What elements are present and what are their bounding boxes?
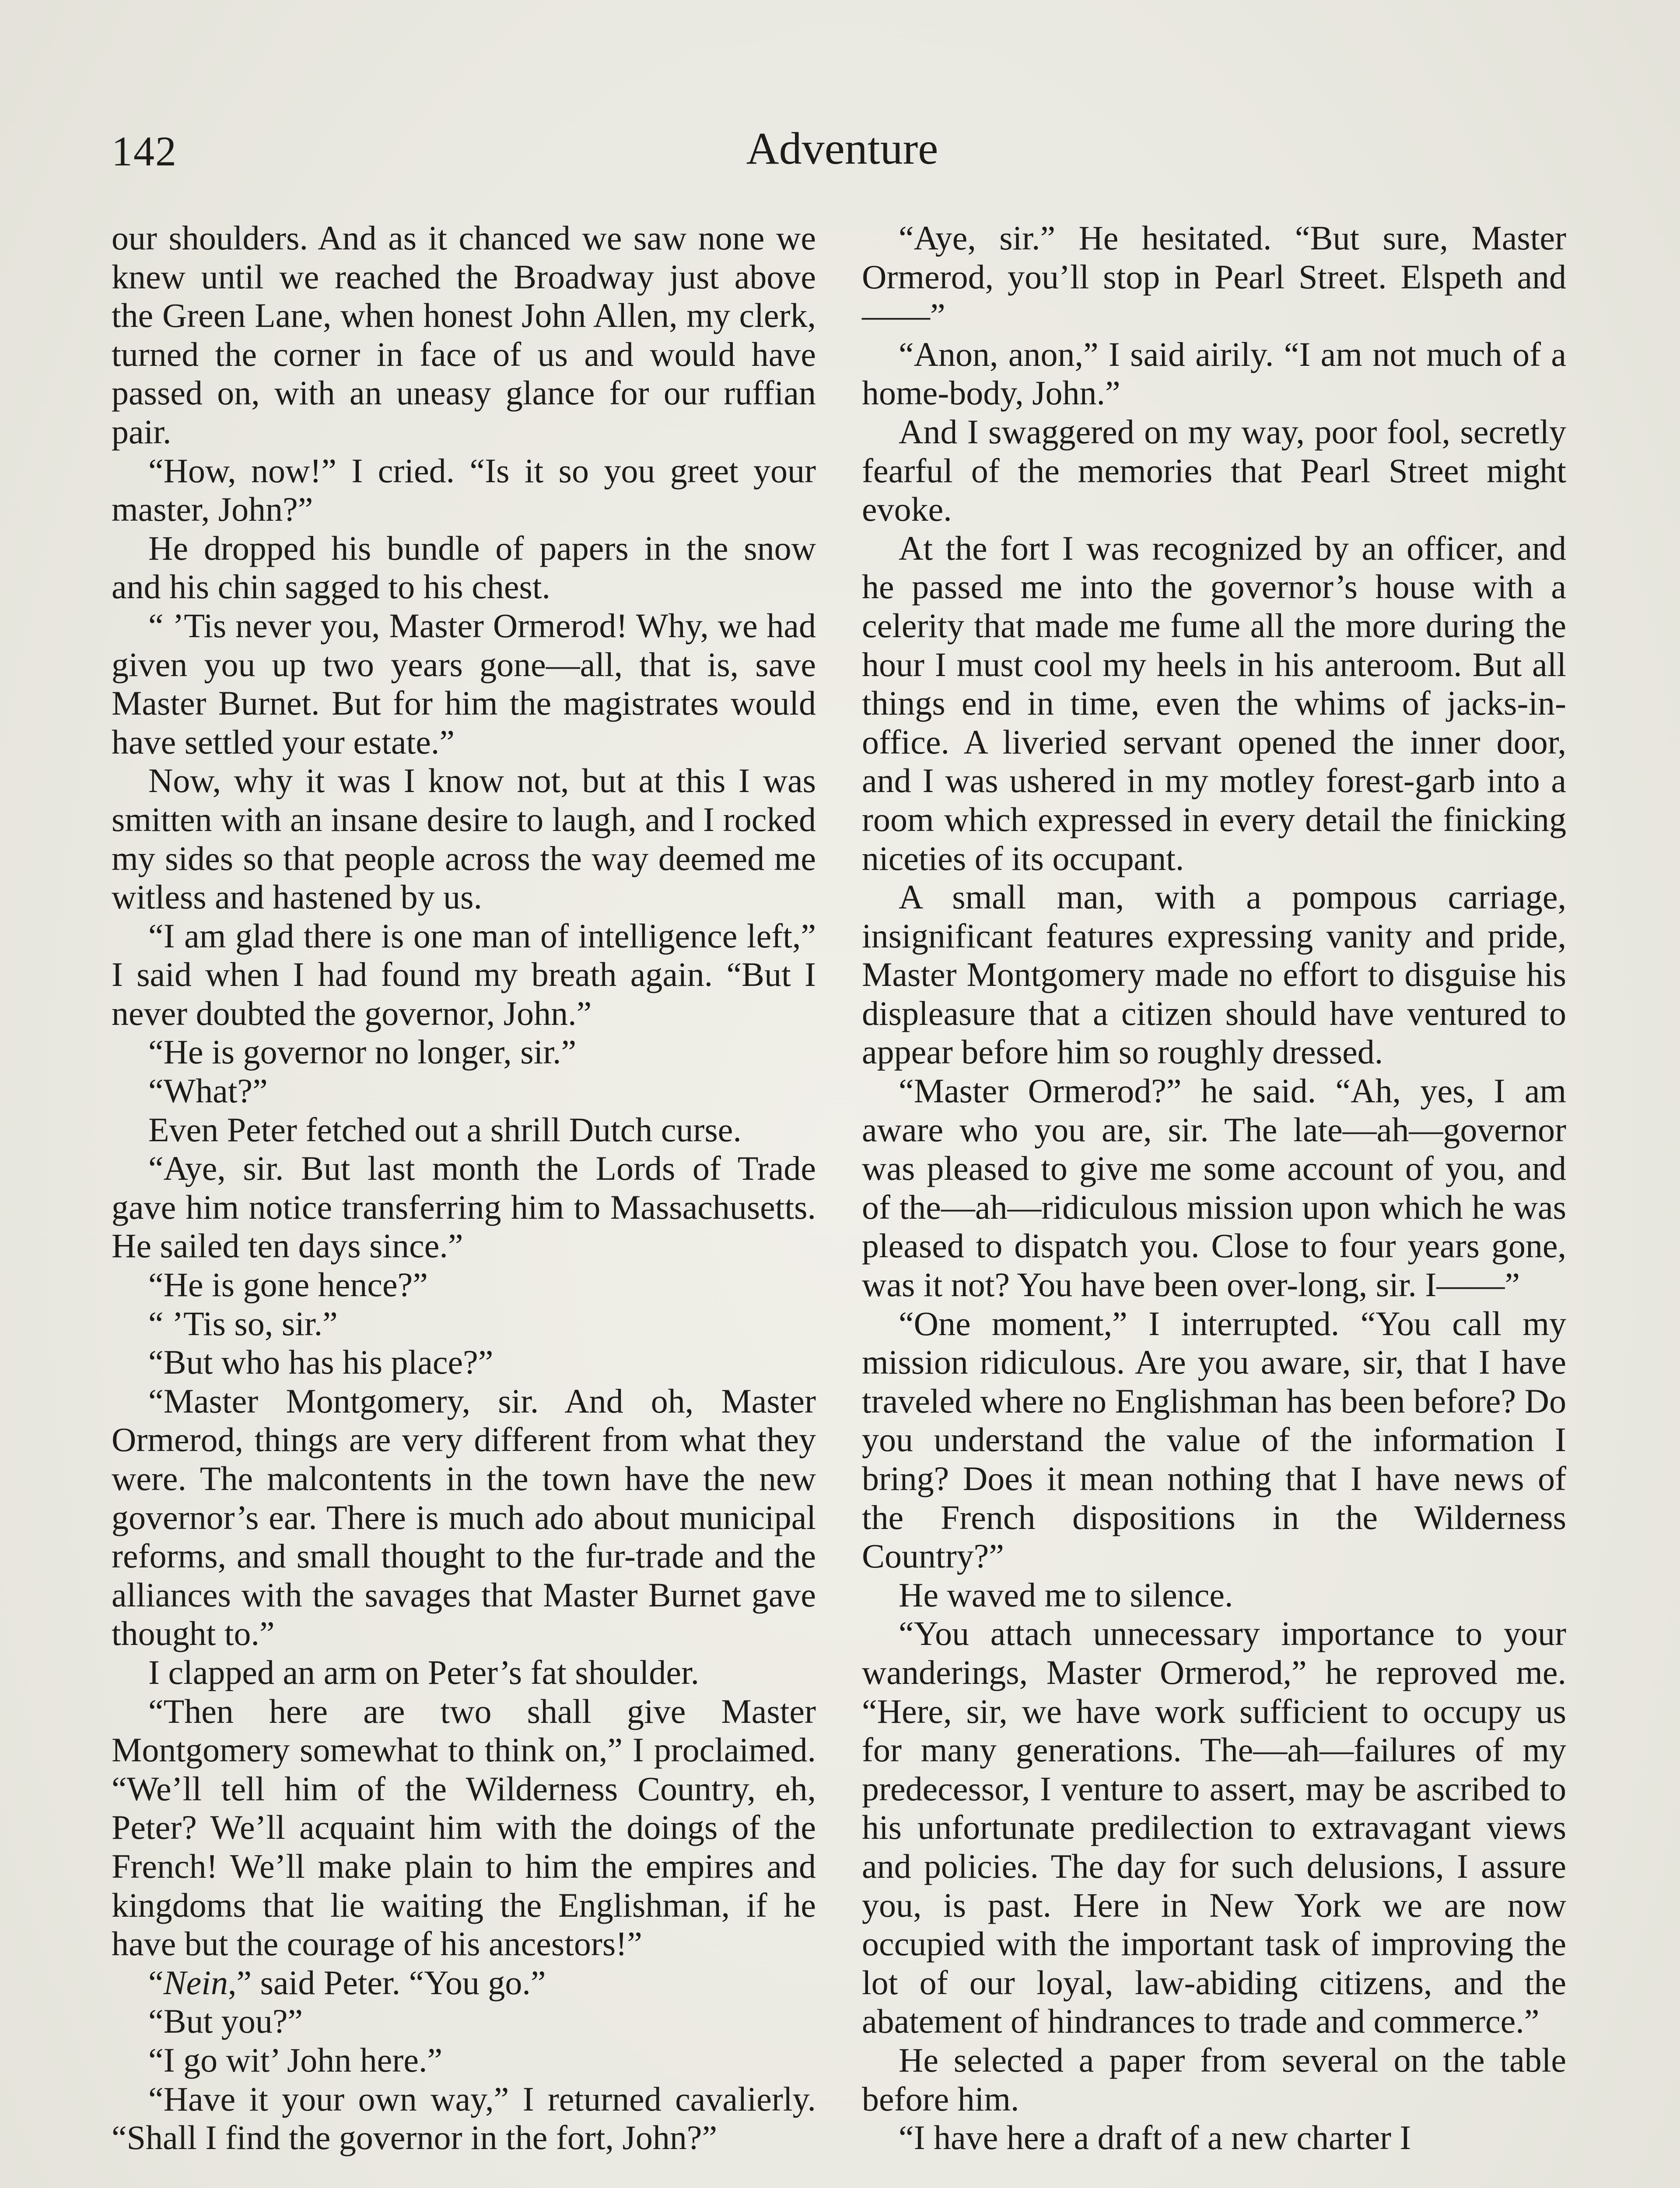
paragraph: He dropped his bundle of papers in the snow and his chin sagged to his chest. xyxy=(112,529,816,606)
page-header xyxy=(112,123,1573,188)
paragraph: “Aye, sir.” He hesitated. “But sure, Master Ormerod, you’ll stop in Pearl Street. Elspeth and——” xyxy=(862,219,1566,335)
paragraph: “Master Montgomery, sir. And oh, Master Ormerod, things are very different from what they were. The malcontents in the town have the new governor’s ear. There is much ado about municipal reforms, and small thought to the fur-trade and the alliances with the savages that Master Burnet gave thought to.” xyxy=(112,1382,816,1653)
page-number: 142 xyxy=(112,128,177,175)
paragraph: Now, why it was I know not, but at this I was smitten with an insane desire to laugh, and I rocked my sides so that people across the way deemed me witless and hastened by us. xyxy=(112,761,816,916)
paragraph: “Nein,” said Peter. “You go.” xyxy=(148,1963,546,2002)
paragraph: our shoulders. And as it chanced we saw none we knew until we reached the Broadway just above the Green Lane, when honest John Allen, my clerk, turned the corner in face of us and would have passed on, with an uneasy glance for our ruffian pair. xyxy=(112,219,816,451)
running-head-title: Adventure xyxy=(746,123,938,174)
paragraph: “But you?” xyxy=(148,2002,303,2041)
paragraph: “Master Ormerod?” he said. “Ah, yes, I am aware who you are, sir. The late—ah—governor was pleased to give me some account of you, and of the—ah—ridiculous mission upon which he was pleased to dispatch you. Close to four years gone, was it not? You have been over-long, sir. I——” xyxy=(862,1072,1566,1304)
left-text-column xyxy=(112,219,816,2157)
paragraph: “What?” xyxy=(148,1072,268,1110)
paragraph: “ ’Tis never you, Master Ormerod! Why, we had given you up two years gone—all, that is, save Master Burnet. But for him the magistrates would have settled your estate.” xyxy=(112,606,816,761)
paragraph: “One moment,” I interrupted. “You call my mission ridiculous. Are you aware, sir, that I have traveled where no Englishman has been before? Do you understand the value of the information I bring? Does it mean nothing that I have news of the French dispositions in the Wilderness Country?” xyxy=(862,1304,1566,1575)
paragraph: “I have here a draft of a new charter I xyxy=(899,2118,1411,2157)
paragraph: “Have it your own way,” I returned cavalierly. “Shall I find the governor in the fort, John?” xyxy=(112,2079,816,2157)
paragraph: “He is governor no longer, sir.” xyxy=(148,1033,577,1071)
paragraph: “I am glad there is one man of intelligence left,” I said when I had found my breath again. “But I never doubted the governor, John.” xyxy=(112,916,816,1032)
paragraph: “How, now!” I cried. “Is it so you greet your master, John?” xyxy=(112,451,816,529)
paragraph: “Aye, sir. But last month the Lords of Trade gave him notice transferring him to Massachusetts. He sailed ten days since.” xyxy=(112,1149,816,1265)
paragraph: I clapped an arm on Peter’s fat shoulder. xyxy=(148,1653,700,1691)
paragraph: He waved me to silence. xyxy=(899,1575,1233,1614)
paragraph: “ ’Tis so, sir.” xyxy=(148,1304,338,1343)
paragraph: “Then here are two shall give Master Montgomery somewhat to think on,” I proclaimed. “We’ll tell him of the Wilderness Country, eh, Peter? We’ll acquaint him with the doings of the French! We’ll make plain to him the empires and kingdoms that lie waiting the Englishman, if he have but the courage of his ancestors!” xyxy=(112,1692,816,1963)
paragraph: “But who has his place?” xyxy=(148,1343,494,1382)
paragraph: At the fort I was recognized by an officer, and he passed me into the governor’s house with a celerity that made me fume all the more during the hour I must cool my heels in his anteroom. But all things end in time, even the whims of jacks-in-office. A liveried servant opened the inner door, and I was ushered in my motley forest-garb into a room which expressed in every detail the finicking niceties of its occupant. xyxy=(862,529,1566,877)
paragraph: And I swaggered on my way, poor fool, secretly fearful of the memories that Pearl Street might evoke. xyxy=(862,412,1566,529)
paragraph: “You attach unnecessary importance to your wanderings, Master Ormerod,” he reproved me. “Here, sir, we have work sufficient to occupy us for many generations. The—ah—failures of my predecessor, I venture to assert, may be ascribed to his unfortunate predilection to extravagant views and policies. The day for such delusions, I assure you, is past. Here in New York we are now occupied with the important task of improving the lot of our loyal, law-abiding citizens, and the abatement of hindrances to trade and commerce.” xyxy=(862,1614,1566,2041)
paragraph: “Anon, anon,” I said airily. “I am not much of a home-body, John.” xyxy=(862,335,1566,412)
paragraph: He selected a paper from several on the table before him. xyxy=(862,2041,1566,2118)
right-text-column xyxy=(862,219,1566,2157)
paragraph: “He is gone hence?” xyxy=(148,1266,428,1304)
paragraph: “I go wit’ John here.” xyxy=(148,2041,443,2079)
paragraph: A small man, with a pompous carriage, insignificant features expressing vanity and pride, Master Montgomery made no effort to disguise his displeasure that a citizen should have ventured to appear before him so roughly dressed. xyxy=(862,878,1566,1071)
paragraph: Even Peter fetched out a shrill Dutch curse. xyxy=(148,1110,742,1149)
